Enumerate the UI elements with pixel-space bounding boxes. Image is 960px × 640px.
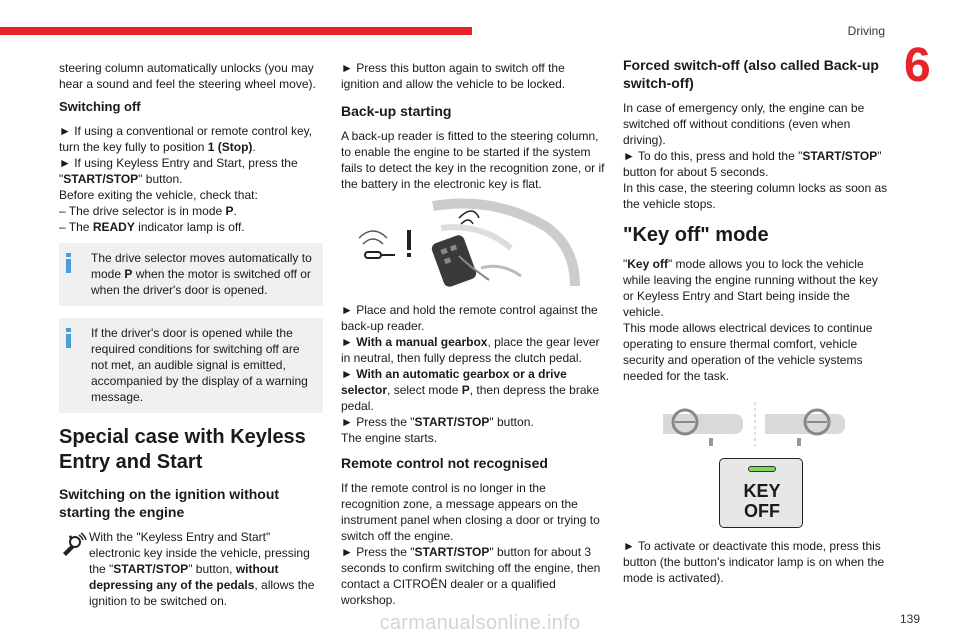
key-off-label-line2: OFF [744,501,780,521]
key-off-heading: "Key off" mode [623,224,769,246]
special-case-heading: Special case with Keyless Entry and Start [59,426,306,473]
dashboard-illustration [623,394,889,450]
info-icon [65,328,72,348]
switching-off-text: ► If using a conventional or remote control key, turn the key fully to position 1 (Stop). ► If using Keyless Entry and Start, press the "START/STOP" button. Before exiting the vehicle, check that: – The drive selector is in mode P. – The READY indicator lamp is off. [59,124,313,234]
section-title: Driving [847,24,885,38]
backup-starting-text: A back-up reader is fitted to the steering column, to enable the engine to be started if the system fails to detect the key in the recognition zone, or if the battery in the electronic key is flat. [341,129,605,191]
key-off-activate-text: ► To activate or deactivate this mode, press this button (the button's indicator lamp is on when the mode is activated). [623,539,885,585]
key-warning-icon [359,230,411,258]
chapter-number: 6 [904,39,931,92]
watermark: carmanualsonline.info [379,612,581,634]
switching-off-heading: Switching off [59,99,141,114]
forced-switch-off-text: In case of emergency only, the engine can be switched off without conditions (even when driving). ► To do this, press and hold the "START/STOP" button for about 5 seconds. In this case, the steering column locks as soon as the vehicle stops. [623,101,888,211]
backup-steps: ► Place and hold the remote control against the back-up reader. ► With a manual gearbox, place the gear lever in neutral, then fully depress the clutch pedal. ► With an automatic gearbox or a drive selector, select mode P, then depress the brake pedal. ► Press the "START/STOP" button. The engine starts. [341,303,600,445]
key-off-text: "Key off" mode allows you to lock the vehicle while leaving the engine running without the key or Keyless Entry and Start being inside the vehicle. This mode allows electrical devices to continue operating to ensure thermal comfort, vehicle security and operation of the vehicle systems needed for the task. [623,257,878,383]
info-note-drive-selector: The drive selector moves automatically to mode P when the motor is switched off or when the driver's door is opened. [59,243,323,306]
column-2 [341,60,605,608]
switch-off-again-text: ► Press this button again to switch off the ignition and allow the vehicle to be locked. [341,61,566,91]
key-off-label-line1: KEY [743,481,781,501]
header-accent-bar [0,27,472,35]
column-3 [623,56,889,592]
keyless-start-icon [59,531,87,559]
remote-not-recognised-text: If the remote control is no longer in the recognition zone, a message appears on the instrument panel when closing a door or trying to switch off the engine. ► Press the "START/STOP" button for about 3 seconds to confirm switching off the engine, then contact a CITROËN dealer or a qualified workshop. [341,481,601,607]
info-icon [65,253,72,273]
key-off-button-illustration [719,458,803,528]
remote-not-recognised-heading: Remote control not recognised [341,455,548,471]
backup-reader-illustration [341,198,605,294]
intro-text: steering column automatically unlocks (you may hear a sound and feel the steering wheel move). [59,61,316,91]
info-note-door-open: If the driver's door is opened while the required conditions for switching off are not met, an audible signal is emitted, accompanied by the display of a warning message. [59,318,323,413]
ignition-text: With the "Keyless Entry and Start" electronic key inside the vehicle, pressing the "START/STOP" button, without depressing any of the pedals, allows the ignition to be switched on. [59,529,323,609]
backup-starting-heading: Back-up starting [341,103,452,119]
column-1 [59,60,323,609]
key-off-indicator-lamp [748,466,776,472]
page-number: 139 [899,612,920,626]
forced-switch-off-heading: Forced switch-off (also called Back-up switch-off) [623,57,879,91]
ignition-heading: Switching on the ignition without starting the engine [59,486,280,520]
